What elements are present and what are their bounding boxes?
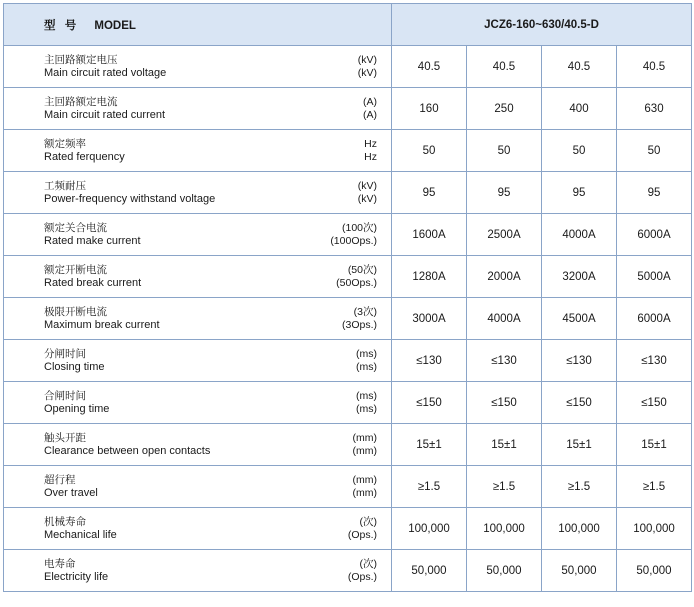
parameter-name-cn: 额定频率 [44,137,86,150]
parameter-name-en: Rated ferquency [44,150,125,163]
value-cell: 630 [617,88,692,130]
table-row [4,46,692,88]
value-cell: 40.5 [617,46,692,88]
parameter-content [44,180,385,206]
value-cell: 50,000 [542,550,617,592]
model-label-en: MODEL [94,19,136,32]
parameter-name-cn: 电寿命 [44,557,76,570]
unit-en: (ms) [356,402,377,415]
table-row [4,382,692,424]
parameter-units [364,138,385,164]
unit-cn: Hz [364,137,377,150]
value-cell: 50 [467,130,542,172]
parameter-name-en: Rated break current [44,276,142,289]
parameter-name-en: Closing time [44,360,105,373]
value-cell: ≤150 [392,382,467,424]
parameter-content [44,558,385,584]
parameter-units [348,558,385,584]
parameter-units [336,264,385,290]
parameter-units [330,222,385,248]
value-cell: 250 [467,88,542,130]
value-cell: ≤150 [542,382,617,424]
parameter-name-cn: 额定关合电流 [44,221,107,234]
value-cell: ≥1.5 [392,466,467,508]
parameter-content [44,96,385,122]
parameter-name-en: Main circuit rated current [44,108,166,121]
parameter-units [348,516,385,542]
parameter-cell [4,88,392,130]
value-cell: 5000A [617,256,692,298]
parameter-names [44,138,125,164]
parameter-cell [4,172,392,214]
value-cell: ≤130 [542,340,617,382]
parameter-names [44,96,165,122]
value-cell: ≤130 [617,340,692,382]
value-cell: 40.5 [467,46,542,88]
unit-en: (A) [363,108,377,121]
parameter-cell [4,550,392,592]
value-cell: 50,000 [392,550,467,592]
parameter-name-cn: 极限开断电流 [44,305,107,318]
value-cell: 100,000 [542,508,617,550]
parameter-cell [4,46,392,88]
table-row [4,424,692,466]
table-row [4,256,692,298]
parameter-cell [4,508,392,550]
value-cell: 100,000 [467,508,542,550]
parameter-name-cn: 主回路额定电流 [44,95,118,108]
value-cell: 50,000 [617,550,692,592]
parameter-units [356,348,385,374]
parameter-name-cn: 分闸时间 [44,347,86,360]
parameter-names [44,264,141,290]
unit-en: (Ops.) [347,528,377,541]
unit-cn: (次) [359,515,377,528]
parameter-content [44,54,385,80]
value-cell: 15±1 [467,424,542,466]
model-value-cell: JCZ6-160~630/40.5-D [392,4,692,46]
spec-table [3,3,692,592]
value-cell: 15±1 [617,424,692,466]
unit-en: (3Ops.) [341,318,377,331]
parameter-name-en: Rated make current [44,234,141,247]
parameter-content [44,432,385,458]
parameter-units [342,306,385,332]
parameter-name-en: Over travel [44,486,98,499]
unit-cn: (kV) [357,179,377,192]
value-cell: 1600A [392,214,467,256]
table-row [4,550,692,592]
table-row [4,508,692,550]
parameter-name-en: Clearance between open contacts [44,444,211,457]
parameter-name-en: Opening time [44,402,110,415]
table-header-row [4,4,692,46]
unit-cn: (次) [359,557,377,570]
parameter-name-en: Power-frequency withstand voltage [44,192,216,205]
parameter-cell [4,130,392,172]
value-cell: ≤150 [467,382,542,424]
parameter-names [44,180,215,206]
parameter-content [44,264,385,290]
value-cell: 100,000 [392,508,467,550]
value-cell: 40.5 [392,46,467,88]
value-cell: 4000A [542,214,617,256]
parameter-units [353,474,386,500]
unit-cn: (mm) [352,431,377,444]
unit-cn: (A) [363,95,377,108]
parameter-names [44,222,141,248]
parameter-names [44,306,160,332]
value-cell: 6000A [617,214,692,256]
value-cell: 3200A [542,256,617,298]
parameter-units [356,390,385,416]
unit-cn: (50次) [347,263,377,276]
model-label-cn: 型 号 [44,19,80,32]
parameter-name-cn: 额定开断电流 [44,263,107,276]
value-cell: 15±1 [542,424,617,466]
value-cell: ≥1.5 [467,466,542,508]
value-cell: 4000A [467,298,542,340]
value-cell: 1280A [392,256,467,298]
value-cell: ≤130 [467,340,542,382]
table-row [4,214,692,256]
value-cell: 50,000 [467,550,542,592]
value-cell: 50 [542,130,617,172]
value-cell: 50 [392,130,467,172]
unit-cn: (3次) [353,305,377,318]
value-cell: 400 [542,88,617,130]
value-cell: 4500A [542,298,617,340]
value-cell: ≤150 [617,382,692,424]
parameter-name-cn: 触头开距 [44,431,86,444]
value-cell: 95 [467,172,542,214]
parameter-content [44,348,385,374]
table-row [4,466,692,508]
table-row [4,340,692,382]
unit-cn: (ms) [356,389,377,402]
parameter-name-en: Mechanical life [44,528,117,541]
parameter-content [44,306,385,332]
parameter-names [44,348,105,374]
unit-en: (kV) [357,192,377,205]
unit-en: (mm) [352,486,377,499]
table-row [4,172,692,214]
parameter-name-en: Maximum break current [44,318,160,331]
parameter-units [358,54,385,80]
table-row [4,298,692,340]
unit-cn: (ms) [356,347,377,360]
spec-table-body [4,46,692,592]
value-cell: 95 [542,172,617,214]
parameter-content [44,474,385,500]
parameter-content [44,516,385,542]
value-cell: ≥1.5 [617,466,692,508]
unit-cn: (mm) [352,473,377,486]
parameter-name-cn: 工频耐压 [44,179,86,192]
parameter-units [363,96,385,122]
parameter-cell [4,424,392,466]
parameter-content [44,138,385,164]
value-cell: 2500A [467,214,542,256]
parameter-units [353,432,386,458]
parameter-content [44,222,385,248]
parameter-name-cn: 机械寿命 [44,515,86,528]
value-cell: 95 [617,172,692,214]
parameter-names [44,54,166,80]
unit-en: Hz [364,150,377,163]
value-cell: 40.5 [542,46,617,88]
parameter-cell [4,214,392,256]
unit-en: (Ops.) [347,570,377,583]
value-cell: 15±1 [392,424,467,466]
value-cell: 50 [617,130,692,172]
unit-cn: (100次) [341,221,377,234]
model-header-cell [4,4,392,46]
unit-en: (mm) [352,444,377,457]
value-cell: 95 [392,172,467,214]
value-cell: ≤130 [392,340,467,382]
value-cell: 6000A [617,298,692,340]
unit-en: (100Ops.) [330,234,377,247]
parameter-names [44,390,109,416]
parameter-cell [4,298,392,340]
parameter-names [44,558,108,584]
value-cell: 3000A [392,298,467,340]
parameter-cell [4,382,392,424]
table-row [4,88,692,130]
value-cell: ≥1.5 [542,466,617,508]
parameter-cell [4,466,392,508]
parameter-content [44,390,385,416]
parameter-cell [4,340,392,382]
parameter-names [44,474,98,500]
parameter-names [44,432,210,458]
value-cell: 2000A [467,256,542,298]
parameter-name-cn: 主回路额定电压 [44,53,118,66]
parameter-name-cn: 合闸时间 [44,389,86,402]
unit-en: (kV) [357,66,377,79]
parameter-name-en: Electricity life [44,570,109,583]
parameter-cell [4,256,392,298]
value-cell: 100,000 [617,508,692,550]
unit-en: (50Ops.) [336,276,377,289]
parameter-name-cn: 超行程 [44,473,76,486]
value-cell: 160 [392,88,467,130]
unit-cn: (kV) [357,53,377,66]
unit-en: (ms) [356,360,377,373]
parameter-units [358,180,385,206]
parameter-name-en: Main circuit rated voltage [44,66,167,79]
parameter-names [44,516,117,542]
table-row [4,130,692,172]
